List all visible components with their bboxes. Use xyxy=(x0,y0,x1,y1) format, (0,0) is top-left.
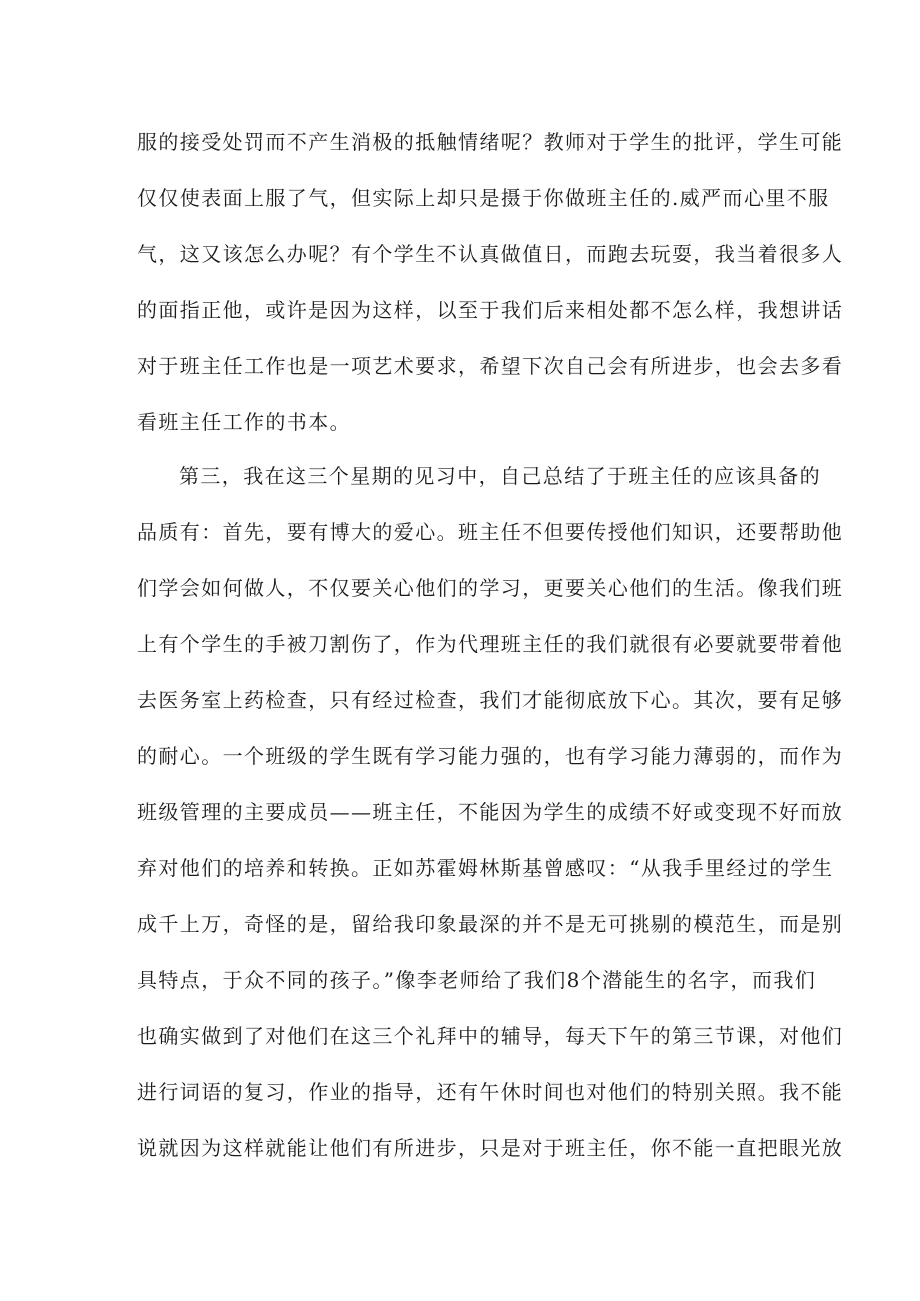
text-line: 仅仅使表面上服了气，但实际上却只是摄于你做班主任的.威严而心里不服 xyxy=(137,186,830,210)
text-line: 气，这又该怎么办呢？有个学生不认真做值日，而跑去玩耍，我当着很多人 xyxy=(137,242,844,266)
text-line-indented: 第三，我在这三个星期的见习中，自己总结了于班主任的应该具备的 xyxy=(179,464,821,488)
text-line: 班级管理的主要成员——班主任，不能因为学生的成绩不好或变现不好而放 xyxy=(137,800,844,824)
text-line: 上有个学生的手被刀割伤了，作为代理班主任的我们就很有必要就要带着他 xyxy=(137,632,844,656)
text-line: 看班主任工作的书本。 xyxy=(137,410,351,434)
text-line: 品质有：首先，要有博大的爱心。班主任不但要传授他们知识，还要帮助他 xyxy=(137,520,844,544)
text-line: 也确实做到了对他们在这三个礼拜中的辅导，每天下午的第三节课，对他们 xyxy=(137,1024,844,1048)
text-line: 对于班主任工作也是一项艺术要求，希望下次自己会有所进步，也会去多看 xyxy=(137,354,844,378)
text-line: 成千上万，奇怪的是，留给我印象最深的并不是无可挑剔的模范生，而是别 xyxy=(137,912,844,936)
text-line: 的耐心。一个班级的学生既有学习能力强的，也有学习能力薄弱的，而作为 xyxy=(137,744,844,768)
text-line: 去医务室上药检查，只有经过检查，我们才能彻底放下心。其次，要有足够 xyxy=(137,688,844,712)
text-line: 说就因为这样就能让他们有所进步，只是对于班主任，你不能一直把眼光放 xyxy=(137,1136,844,1160)
text-line: 弃对他们的培养和转换。正如苏霍姆林斯基曾感叹：“从我手里经过的学生 xyxy=(137,856,834,880)
text-line: 服的接受处罚而不产生消极的抵触情绪呢？教师对于学生的批评，学生可能 xyxy=(137,130,844,154)
text-line: 的面指正他，或许是因为这样，以至于我们后来相处都不怎么样，我想讲话 xyxy=(137,298,844,322)
text-line: 们学会如何做人，不仅要关心他们的学习，更要关心他们的生活。像我们班 xyxy=(137,576,844,600)
text-line: 进行词语的复习，作业的指导，还有午休时间也对他们的特别关照。我不能 xyxy=(137,1080,844,1104)
text-line: 具特点，于众不同的孩子。”像李老师给了我们8个潜能生的名字，而我们 xyxy=(137,968,817,992)
